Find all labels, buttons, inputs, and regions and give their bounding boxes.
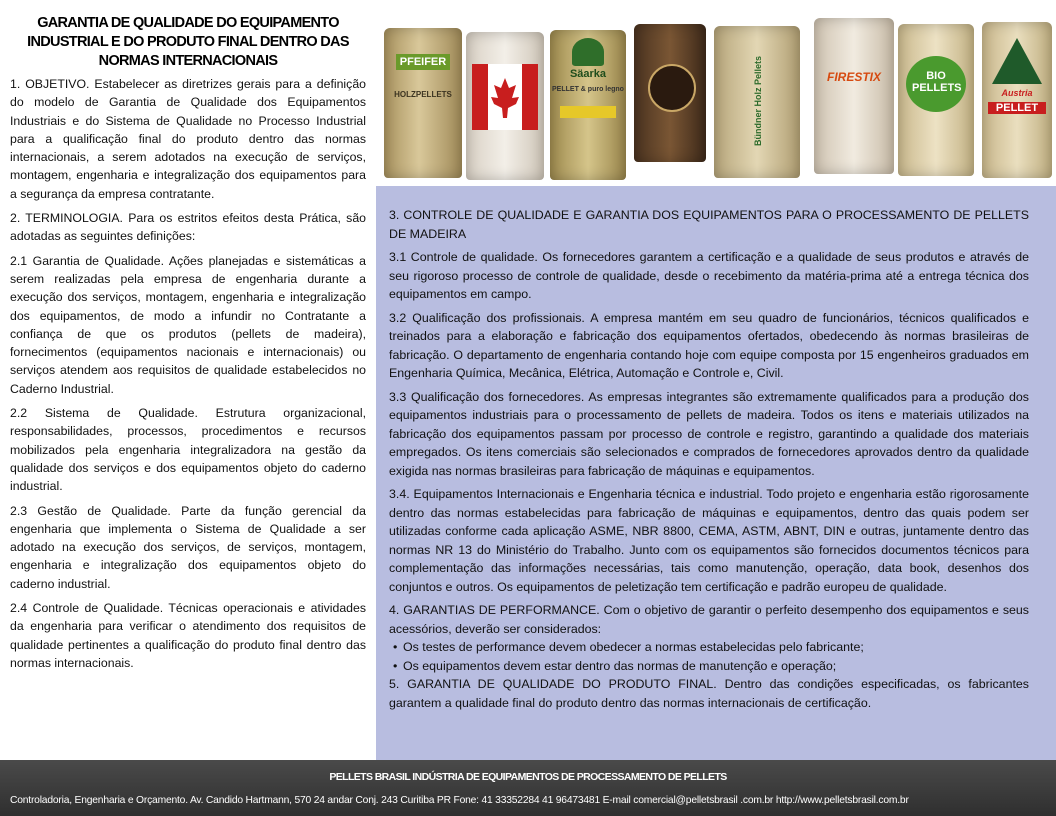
bag-yellow-band — [560, 106, 616, 118]
pellet-bags-photo — [378, 14, 1056, 186]
paragraph-3-1: 3.1 Controle de qualidade. Os fornecedores garantem a certificação e a qualidade de seus produtos e através de seu rigoroso processo de controle de qualidade, desde o recebimento da matéria-prima até a entrega técnica dos equipamentos em campo. — [389, 250, 1029, 301]
bag-sub-label: PELLET — [988, 102, 1046, 114]
bag-brand-label: Säarka — [569, 68, 607, 80]
paragraph-5: 5. GARANTIA DE QUALIDADE DO PRODUTO FINAL. Dentro das condições especificadas, os fabricantes garantem a qualidade final do produto dentro das normas internacionais de certificação. — [389, 677, 1029, 710]
document-title: GARANTIA DE QUALIDADE DO EQUIPAMENTO INDUSTRIAL E DO PRODUTO FINAL DENTRO DAS NORMAS INTERNACIONAIS — [27, 15, 349, 69]
bullet-text: Os testes de performance devem obedecer a normas estabelecidas pelo fabricante; — [403, 640, 864, 654]
footer-bar — [0, 760, 1056, 816]
bag-brand-label: PFEIFER — [396, 54, 450, 70]
bag-brand-label: Bündner Holz Pellets — [753, 56, 763, 147]
pellet-bag-firestix — [814, 18, 894, 174]
paragraph-gestao-qualidade: 2.3 Gestão de Qualidade. Parte da função gerencial da engenharia que implementa o Sistema de Qualidade a ser adotado na execução dos serviços, de serviços, montagem, engenharia e integralização dos equipamentos objeto do caderno industrial. — [10, 503, 366, 591]
paragraph-sistema-qualidade: 2.2 Sistema de Qualidade. Estrutura organizacional, responsabilidades, processos, procedimentos e recursos mobilizados pela engenharia integralizadora na gestão da qualidade dos serviços e dos equipamentos objeto do caderno industrial. — [10, 406, 366, 494]
section-3-heading: 3. CONTROLE DE QUALIDADE E GARANTIA DOS EQUIPAMENTOS PARA O PROCESSAMENTO DE PELLETS DE MADEIRA — [389, 208, 1029, 241]
pellet-bag-austria — [982, 22, 1052, 178]
right-panel-content — [389, 206, 1029, 717]
bag-brand-label: FIRESTIX — [826, 70, 881, 84]
tree-logo-icon — [572, 38, 604, 66]
footer-company-title: PELLETS BRASIL INDÚSTRIA DE EQUIPAMENTOS DE PROCESSAMENTO DE PELLETS — [329, 771, 727, 783]
bag-brand-label: Austria — [1001, 88, 1033, 98]
paragraph-objetivo: 1. OBJETIVO. Estabelecer as diretrizes gerais para a definição do modelo de Garantia de Qualidade dos Equipamentos Industriais e do Sistema de Qualidade no Processo Industrial para a qualificação final do produto dentro das normas internacionais, a serem adotados na execução de serviços, montagem, engenharia e integralização dos equipamentos para a segurança da empresa contratante. — [10, 77, 366, 201]
paragraph-3-2: 3.2 Qualificação dos profissionais. A empresa mantém em seu quadro de funcionários, técnicos qualificados e treinados para a elaboração e fabricação dos equipamentos ofertados, obedecendo às normas brasileiras de fabricação. O departamento de engenharia contando hoje com equipe composta por 15 engenheiros graduados em Engenharia Química, Mecânica, Elétrica, Automação e Controle e, Civil. — [389, 310, 1029, 380]
bullet-item — [389, 657, 1029, 676]
paragraph-3-3: 3.3 Qualificação dos fornecedores. As empresas integrantes são extremamente qualificados para a produção dos equipamentos industriais para o processamento de pellets de madeira. Todos os itens e materiais utilizados na fabricação dos equipamentos passam por processo de controle e registro, garantindo a qualidade dos materiais empregados. Os itens comerciais são selecionados e comprados de fornecedores aprovados dentro da qualidade exigida nas normas brasileiras para fabricação de máquinas e equipamentos. — [389, 389, 1029, 478]
paragraph-3-4: 3.4. Equipamentos Internacionais e Engenharia técnica e industrial. Todo projeto e engenharia estão rigorosamente dentro das normas estabelecidas para fabricação de máquinas e equipamentos, dentro das quais podem ser utilizadas conforme cada aplicação ASME, NBR 8800, CEMA, ASTM, ABNT, DIN e outras, juntamente dentro das normas NR 13 do Ministério do Trabalho. Junto com os equipamentos são fornecidos documentos técnicos para complementação das informações necessárias, tais como manutenção, operação, data book, desenhos dos conjuntos e outros. Os equipamentos de peletização tem certificação e padrão europeu de qualidade. — [389, 487, 1029, 594]
canada-flag-icon — [472, 64, 538, 130]
pellet-bag-bio — [898, 24, 974, 176]
bag-sub-label: PELLET & puro legno — [552, 86, 624, 93]
pellet-bag-bundner — [714, 26, 800, 178]
paragraph-terminologia: 2. TERMINOLOGIA. Para os estritos efeitos desta Prática, são adotadas as seguintes definições: — [10, 211, 366, 244]
footer-contact-info: Controladoria, Engenharia e Orçamento. Av. Candido Hartmann, 570 24 andar Conj. 243 Curitiba PR Fone: 41 33352284 41 96473481 E-mail comercial@pelletsbrasil .com.br http://www.pelletsbrasil.com.br — [10, 795, 909, 806]
pellet-bag-canada — [466, 32, 544, 180]
bag-brand-label: BIO PELLETS — [912, 70, 962, 94]
paragraph-garantia-qualidade: 2.1 Garantia de Qualidade. Ações planejadas e sistemáticas a serem realizadas pela empresa de engenharia durante a execução dos serviços, montagem, engenharia e integralização dos equipamentos, de modo a infundir no Contratante a confiança de que os produtos (pellets de madeira), fornecimentos (equipamentos nacionais e internacionais) ou serviços atendem aos requisitos de qualidade estabelecidos no Caderno Industrial. — [10, 253, 366, 396]
bullet-dot-icon: • — [393, 640, 398, 654]
bag-sub-label: HOLZPELLETS — [394, 90, 452, 99]
paragraph-controle-qualidade: 2.4 Controle de Qualidade. Técnicas operacionais e atividades da engenharia para verificar o atendimento dos requisitos de qualidade pertinentes a qualificação do produto final dentro das normas internacionais. — [10, 601, 366, 670]
right-panel — [376, 186, 1056, 760]
bullet-item — [389, 638, 1029, 657]
pellet-bag-pfeifer — [384, 28, 462, 178]
pellet-bag-dark — [634, 24, 706, 162]
tree-logo-icon — [992, 38, 1042, 84]
paragraph-4: 4. GARANTIAS DE PERFORMANCE. Com o objetivo de garantir o perfeito desempenho dos equipamentos e seus acessórios, deverão ser considerados: — [389, 603, 1029, 636]
bullet-dot-icon: • — [393, 658, 398, 673]
bullet-text: Os equipamentos devem estar dentro das normas de manutenção e operação; — [403, 658, 837, 673]
pellet-bag-saarka — [550, 30, 626, 180]
left-column — [10, 14, 366, 754]
bag-round-emblem — [648, 64, 696, 112]
